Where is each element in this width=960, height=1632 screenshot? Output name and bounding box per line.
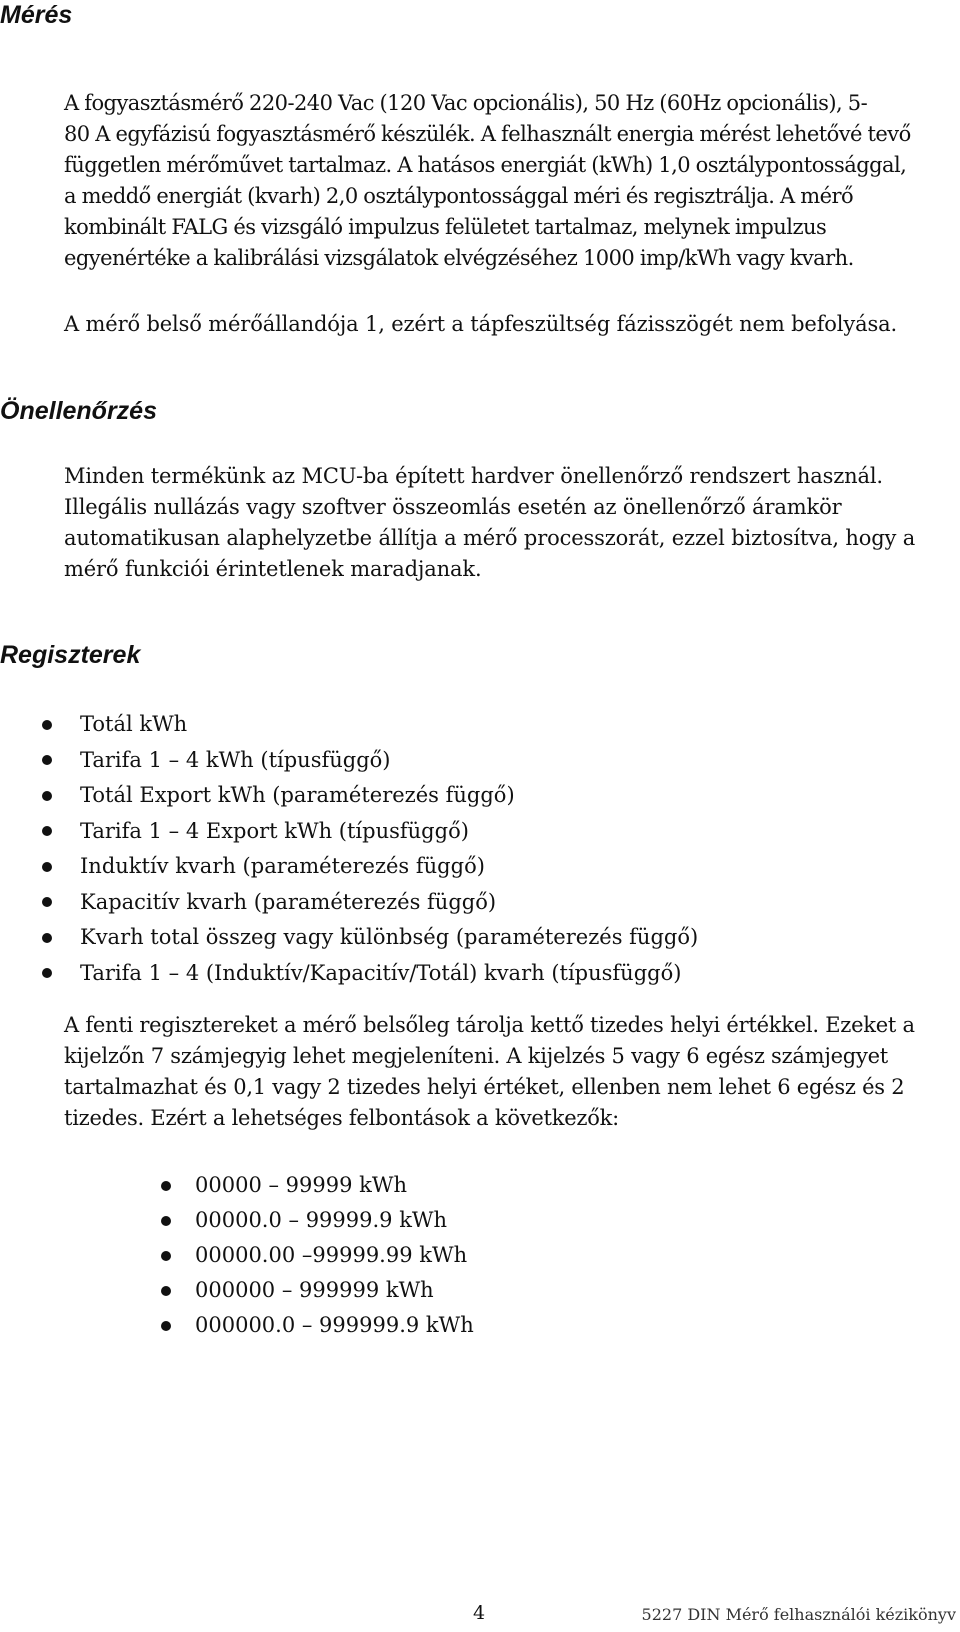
bullet-icon <box>42 826 52 836</box>
register-list-item <box>80 743 698 779</box>
page-number: 4 <box>473 1602 486 1624</box>
register-list-item <box>80 814 698 850</box>
register-item-label: Induktív kvarh (paraméterezés függő) <box>80 854 485 878</box>
resolution-list-item <box>195 1203 474 1238</box>
bullet-icon <box>42 720 52 730</box>
resolution-item-label: 000000 – 999999 kWh <box>195 1278 434 1302</box>
register-item-label: Totál Export kWh (paraméterezés függő) <box>80 783 515 807</box>
bullet-icon <box>42 862 52 872</box>
paragraph-line: kijelzőn 7 számjegyig lehet megjeleníteni. A kijelzés 5 vagy 6 egész számjegyet <box>64 1044 888 1068</box>
bullet-icon <box>42 968 52 978</box>
paragraph-line: kombinált FALG és vizsgáló impulzus felületet tartalmaz, melynek impulzus <box>64 215 827 239</box>
register-list-item <box>80 956 698 992</box>
bullet-icon <box>42 933 52 943</box>
bullet-icon <box>42 897 52 907</box>
paragraph-line: 80 A egyfázisú fogyasztásmérő készülék. A felhasznált energia mérést lehetővé tevő <box>64 122 911 146</box>
paragraph-line: a meddő energiát (kvarh) 2,0 osztálypontossággal méri és regisztrálja. A mérő <box>64 184 854 208</box>
onellenorzes-paragraph <box>64 461 936 585</box>
resolution-list <box>195 1168 474 1343</box>
bullet-icon <box>42 755 52 765</box>
register-item-label: Tarifa 1 – 4 (Induktív/Kapacitív/Totál) kvarh (típusfüggő) <box>80 960 682 985</box>
paragraph-line: mérő funkciói érintetlenek maradjanak. <box>64 557 482 581</box>
register-item-label: Tarifa 1 – 4 Export kWh (típusfüggő) <box>80 818 469 843</box>
register-list-item <box>80 920 698 956</box>
resolution-list-item <box>195 1273 474 1308</box>
paragraph-line: tartalmazhat és 0,1 vagy 2 tizedes helyi értéket, ellenben nem lehet 6 egész és 2 <box>64 1075 905 1099</box>
register-item-label: Kvarh total összeg vagy különbség (paraméterezés függő) <box>80 925 699 949</box>
paragraph-line: automatikusan alaphelyzetbe állítja a mérő processzorát, ezzel biztosítva, hogy a <box>64 526 916 550</box>
register-item-label: Kapacitív kvarh (paraméterezés függő) <box>80 889 497 914</box>
register-list <box>80 707 698 991</box>
register-list-item <box>80 849 698 885</box>
bullet-icon <box>161 1181 171 1191</box>
meres-note-paragraph <box>64 309 936 340</box>
paragraph-line: tizedes. Ezért a lehetséges felbontások a következők: <box>64 1106 619 1130</box>
section-heading-onellenorzes: Önellenőrzés <box>0 397 157 425</box>
paragraph-line: A mérő belső mérőállandója 1, ezért a tápfeszültség fázisszögét nem befolyása. <box>64 312 897 336</box>
resolution-list-item <box>195 1168 474 1203</box>
register-item-label: Totál kWh <box>80 712 188 736</box>
footer-title: 5227 DIN Mérő felhasználói kézikönyv <box>641 1605 956 1624</box>
bullet-icon <box>161 1251 171 1261</box>
meres-paragraph <box>64 88 936 274</box>
register-list-item <box>80 885 698 921</box>
regiszterek-paragraph <box>64 1010 936 1134</box>
resolution-item-label: 00000.0 – 99999.9 kWh <box>195 1208 448 1232</box>
resolution-list-item <box>195 1308 474 1343</box>
bullet-icon <box>161 1216 171 1226</box>
paragraph-line: Minden termékünk az MCU-ba épített hardver önellenőrző rendszert használ. <box>64 464 883 488</box>
paragraph-line: A fenti regisztereket a mérő belsőleg tárolja kettő tizedes helyi értékkel. Ezeket a <box>64 1013 915 1037</box>
register-list-item <box>80 778 698 814</box>
bullet-icon <box>161 1321 171 1331</box>
register-item-label: Tarifa 1 – 4 kWh (típusfüggő) <box>80 747 391 772</box>
bullet-icon <box>42 791 52 801</box>
paragraph-line: független mérőművet tartalmaz. A hatásos energiát (kWh) 1,0 osztálypontossággal, <box>64 153 907 177</box>
section-heading-meres: Mérés <box>0 1 73 29</box>
section-heading-regiszterek: Regiszterek <box>0 641 141 669</box>
paragraph-line: egyenértéke a kalibrálási vizsgálatok elvégzéséhez 1000 imp/kWh vagy kvarh. <box>64 246 854 270</box>
register-list-item <box>80 707 698 743</box>
resolution-item-label: 00000.00 –99999.99 kWh <box>195 1243 468 1267</box>
paragraph-line: A fogyasztásmérő 220-240 Vac (120 Vac opcionális), 50 Hz (60Hz opcionális), 5- <box>64 91 868 115</box>
bullet-icon <box>161 1286 171 1296</box>
resolution-item-label: 000000.0 – 999999.9 kWh <box>195 1313 474 1337</box>
resolution-item-label: 00000 – 99999 kWh <box>195 1173 407 1197</box>
paragraph-line: Illegális nullázás vagy szoftver összeomlás esetén az önellenőrző áramkör <box>64 495 842 519</box>
resolution-list-item <box>195 1238 474 1273</box>
